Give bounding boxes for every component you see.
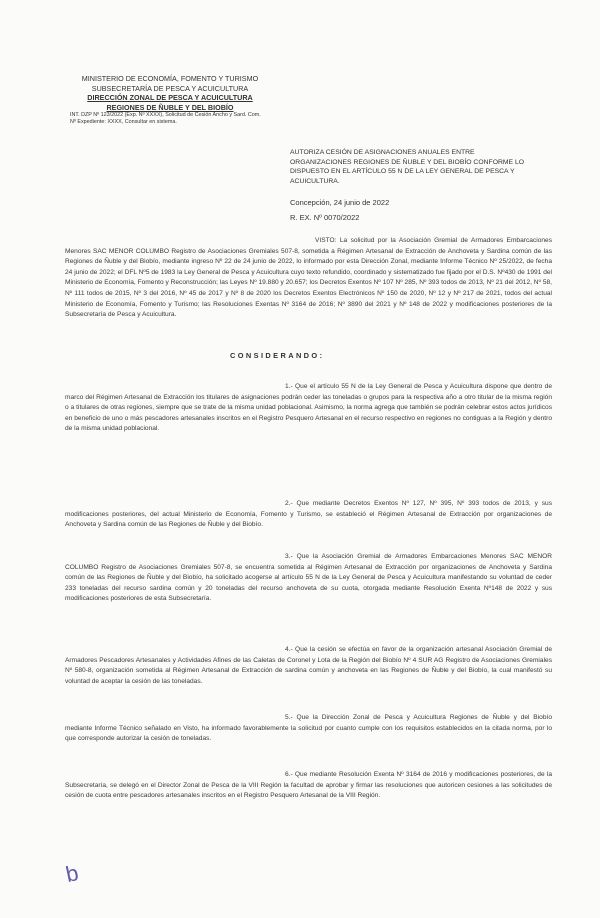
handwritten-mark: b — [63, 860, 81, 888]
resolution-number: R. EX. Nº 0070/2022 — [290, 213, 360, 222]
considerando-3 — [65, 552, 552, 605]
considerando-paragraph: 6.- Que mediante Resolución Exenta Nº 3164 de 2016 y modificaciones posteriores, de la Subsecretaría, se delegó en el Director Zonal de Pesca de la VIII Región la facultad de aprobar y firmar las resoluciones que autoricen cesiones a las solicitudes de cesión de cuota entre pescadores artesanales inscritos en el Registro Pesquero Artesanal de la VIII Región. — [65, 771, 552, 800]
subsecretariat-line: SUBSECRETARÍA DE PESCA Y ACUICULTURA — [91, 83, 249, 93]
ministry-line: MINISTERIO DE ECONOMÍA, FOMENTO Y TURISMO — [81, 74, 259, 83]
considerando-2 — [65, 499, 552, 531]
place-date: Concepción, 24 junio de 2022 — [290, 198, 390, 207]
considerando-5 — [65, 713, 552, 745]
considerando-paragraph: 2.- Que mediante Decretos Exentos Nº 127, Nº 395, Nº 393 todos de 2013, y sus modificaciones posteriores, del actual Ministerio de Economía, Fomento y Turismo, se estableció el Régimen Artesanal de Extracción por organizaciones de Anchoveta y Sardina común de las Regiones de Ñuble y del Biobío. — [65, 500, 552, 529]
considerando-paragraph: 3.- Que la Asociación Gremial de Armadores Embarcaciones Menores SAC MENOR COLUMBO Registro de Asociaciones Gremiales 507-8, se encuentra sometida al Régimen Artesanal de Extracción por organizaciones de Anchoveta y Sardina común de las Regiones de Ñuble y del Biobío, ha solicitado acogerse al artículo 55 N de la Ley General de Pesca y Acuicultura manifestando su voluntad de ceder 233 toneladas del recurso sardina común y 20 toneladas del recurso anchoveta de su cuota, otorgada mediante Resolución Exenta Nº148 de 2022 y sus modificaciones posteriores de esta Subsecretaría. — [65, 553, 552, 603]
considerando-paragraph: 4.- Que la cesión se efectúa en favor de la organización artesanal Asociación Gremial de Armadores Pescadores Artesanales y Actividades Afines de las Caletas de Coronel y Lota de la Región del Biobío Nº 4 SUR AG Registro de Asociaciones Gremiales Nº 580-8, organización sometida al Régimen Artesanal de Extracción de sardina común y anchoveta en las Regiones de Ñuble y del Biobío, la cual manifestó su voluntad de aceptar la cesión de las toneladas. — [65, 646, 552, 685]
file-number-line: Nº Expediente: XXXX, Consultar en sistema. — [70, 119, 177, 126]
zonal-direction-line: DIRECCIÓN ZONAL DE PESCA Y ACUICULTURA — [87, 93, 253, 103]
considerando-6 — [65, 770, 552, 802]
visto-paragraph: VISTO: La solicitud por la Asociación Gremial de Armadores Embarcaciones Menores SAC MENOR COLUMBO Registro de Asociaciones Gremiales 507-8, sometida a Régimen Artesanal de Extracción de Anchoveta y Sardina común de las Regiones de Ñuble y del Biobío, mediante ingreso Nº 22 de 24 junio de 2022, lo informado por esta Dirección Zonal, mediante Informe Técnico Nº 25/2022, de fecha 24 junio de 2022; el DFL Nº5 de 1983 la Ley General de Pesca y Acuicultura cuyo texto refundido, coordinado y sistematizado fue fijado por el D.S. Nº430 de 1991 del Ministerio de Economía, Fomento y Reconstrucción; las Leyes Nº 19.880 y 20.657; los Decretos Exentos Nº 107 Nº 285, Nº 393 todos de 2013, Nº 21 del 2012, Nº 58, Nº 111 todos de 2015, Nº 3 del 2016, Nº 45 de 2017 y Nº 8 de 2020 los Decretos Exentos Electrónicos Nº 150 de 2020, Nº 12 y Nº 217 de 2021, todos del actual Ministerio de Economía, Fomento y Turismo; las Resoluciones Exentas Nº 3164 de 2016; Nº 3890 del 2021 y Nº 148 de 2022 y modificaciones posteriores de la Subsecretaría de Pesca y Acuicultura. — [65, 237, 552, 319]
considerando-paragraph: 1.- Que el artículo 55 N de la Ley General de Pesca y Acuicultura dispone que dentro de marco del Régimen Artesanal de Extracción los titulares de asignaciones podrán ceder las toneladas o grupos para la respectiva año a otro titular de la misma región o a titulares de otras regiones, siempre que se trate de la misma unidad poblacional. Asimismo, la norma agrega que también se podrán celebrar estos actos jurídicos en beneficio de uno o más pescadores artesanales inscritos en el Registro Pesquero Artesanal en el recurso respectivo en regiones no contiguas a la Región y dentro de la misma unidad poblacional. — [65, 383, 552, 433]
considerando-1 — [65, 382, 552, 435]
considerando-paragraph: 5.- Que la Dirección Zonal de Pesca y Acuicultura Regiones de Ñuble y del Biobío mediante Informe Técnico señalado en Visto, ha informado favorablemente la solicitud por cuanto cumple con los requisitos establecidos en la citada norma, por lo que corresponde autorizar la cesión de toneladas. — [65, 714, 552, 743]
resolution-subject: AUTORIZA CESIÓN DE ASIGNACIONES ANUALES ENTRE ORGANIZACIONES REGIONES DE ÑUBLE Y DEL BIOBÍO CONFORME LO DISPUESTO EN EL ARTÍCULO 55 N DE LA LEY GENERAL DE PESCA Y ACUICULTURA. — [290, 149, 525, 185]
internal-ref-line: INT. DZP Nº 123/2022 (Exp. Nº XXXX), Solicitud de Cesión Ancho y Sard. Com. — [70, 112, 261, 119]
considerando-heading: CONSIDERANDO: — [230, 351, 325, 360]
visto-section — [65, 236, 552, 321]
considerando-4 — [65, 645, 552, 687]
letterhead — [70, 74, 270, 126]
regions-line: REGIONES DE ÑUBLE Y DEL BIOBÍO — [106, 102, 234, 112]
